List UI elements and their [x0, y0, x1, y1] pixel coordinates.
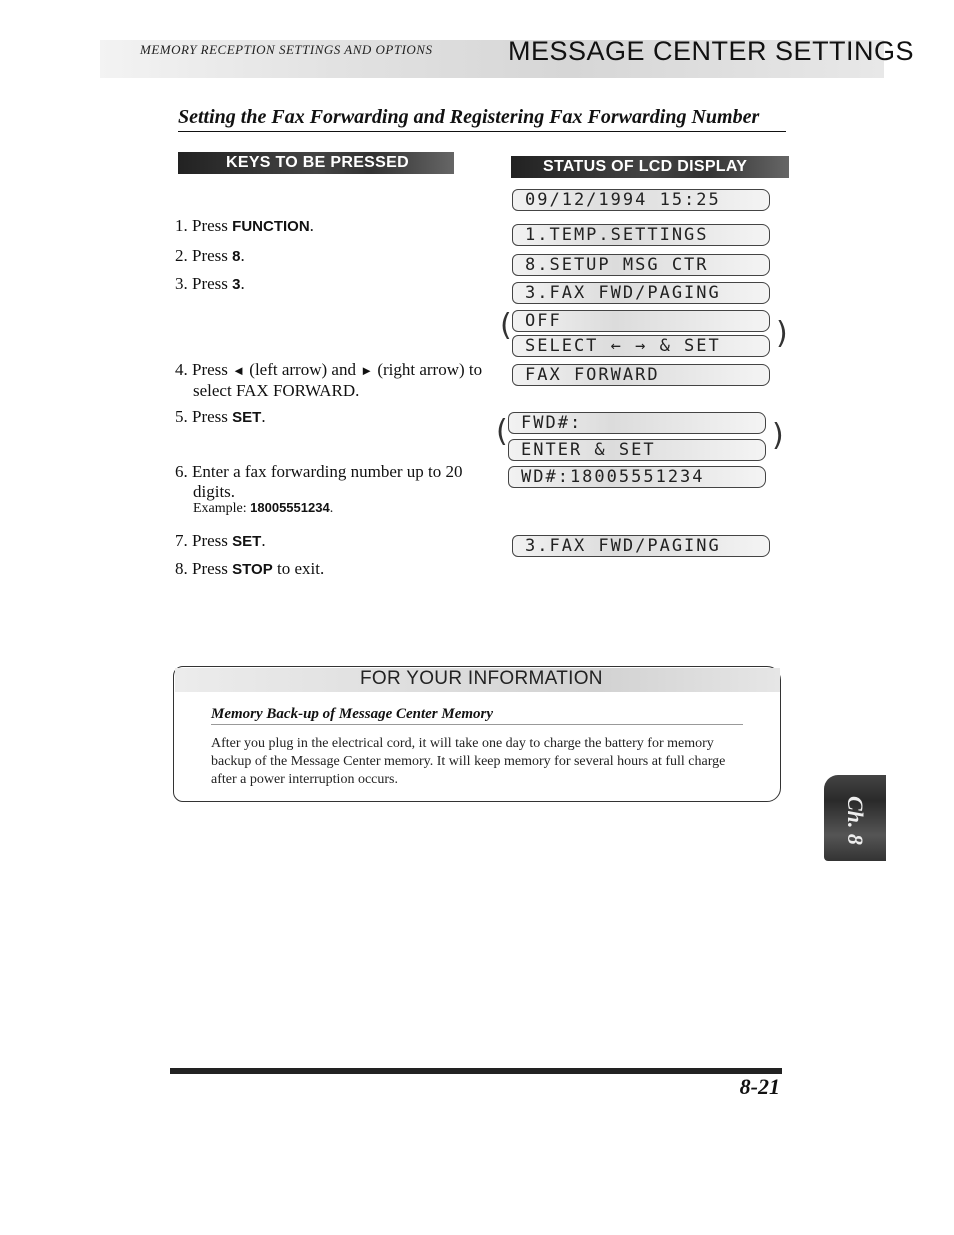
lcd-display: WD#:18005551234 — [508, 466, 766, 488]
step-5: 5. Press SET. — [175, 407, 266, 426]
key-stop: STOP — [232, 561, 273, 578]
lcd-display: 1.TEMP.SETTINGS — [512, 224, 770, 246]
step-2: 2. Press 8. — [175, 246, 245, 265]
lcd-display: 3.FAX FWD/PAGING — [512, 535, 770, 557]
lcd-display: 8.SETUP MSG CTR — [512, 254, 770, 276]
cycle-left-arrow-icon: ( — [500, 308, 512, 343]
key-3: 3 — [232, 276, 241, 293]
key-set: SET — [232, 533, 262, 550]
lcd-display: 09/12/1994 15:25 — [512, 189, 770, 211]
cycle-right-arrow-icon: ) — [776, 316, 788, 351]
left-arrow-icon: ◄ — [232, 363, 246, 378]
step-1: 1. Press FUNCTION. — [175, 216, 314, 235]
header-left-text: MEMORY RECEPTION SETTINGS AND OPTIONS — [140, 42, 433, 57]
info-title: FOR YOUR INFORMATION — [360, 668, 603, 689]
key-8: 8 — [232, 248, 241, 265]
lcd-display: SELECT ← → & SET — [512, 335, 770, 357]
key-set: SET — [232, 409, 262, 426]
cycle-right-arrow-icon: ) — [772, 418, 784, 453]
step-8: 8. Press STOP to exit. — [175, 559, 325, 578]
step-4: 4. Press ◄ (left arrow) and ► (right arrow) to select FAX FORWARD. — [175, 360, 483, 400]
footer-rule — [170, 1068, 782, 1074]
key-function: FUNCTION — [232, 218, 310, 235]
right-arrow-icon: ► — [360, 363, 374, 378]
lcd-display: 3.FAX FWD/PAGING — [512, 282, 770, 304]
lcd-status-label: STATUS OF LCD DISPLAY — [511, 156, 789, 178]
info-body: After you plug in the electrical cord, it will take one day to charge the battery for memory backup of the Message Center memory. It will keep memory for several hours at full charge after a power interruption occurs. — [211, 736, 726, 787]
chapter-label: Ch. 8 — [843, 795, 868, 845]
step-6-example: Example: 18005551234. — [193, 500, 334, 516]
lcd-display: OFF — [512, 310, 770, 332]
step-6: 6. Enter a fax forwarding number up to 20 digits. — [175, 462, 463, 501]
keys-to-be-pressed-label: KEYS TO BE PRESSED — [178, 152, 454, 174]
cycle-left-arrow-icon: ( — [496, 414, 508, 449]
step-7: 7. Press SET. — [175, 531, 266, 550]
step-3: 3. Press 3. — [175, 274, 245, 293]
header-title: MESSAGE CENTER SETTINGS — [508, 36, 915, 66]
section-title: Setting the Fax Forwarding and Registering Fax Forwarding Number — [178, 106, 786, 132]
lcd-display: FAX FORWARD — [512, 364, 770, 386]
lcd-display: ENTER & SET — [508, 439, 766, 461]
lcd-display: FWD#: — [508, 412, 766, 434]
info-subtitle: Memory Back-up of Message Center Memory — [211, 706, 743, 725]
page-number: 8-21 — [739, 1074, 780, 1099]
